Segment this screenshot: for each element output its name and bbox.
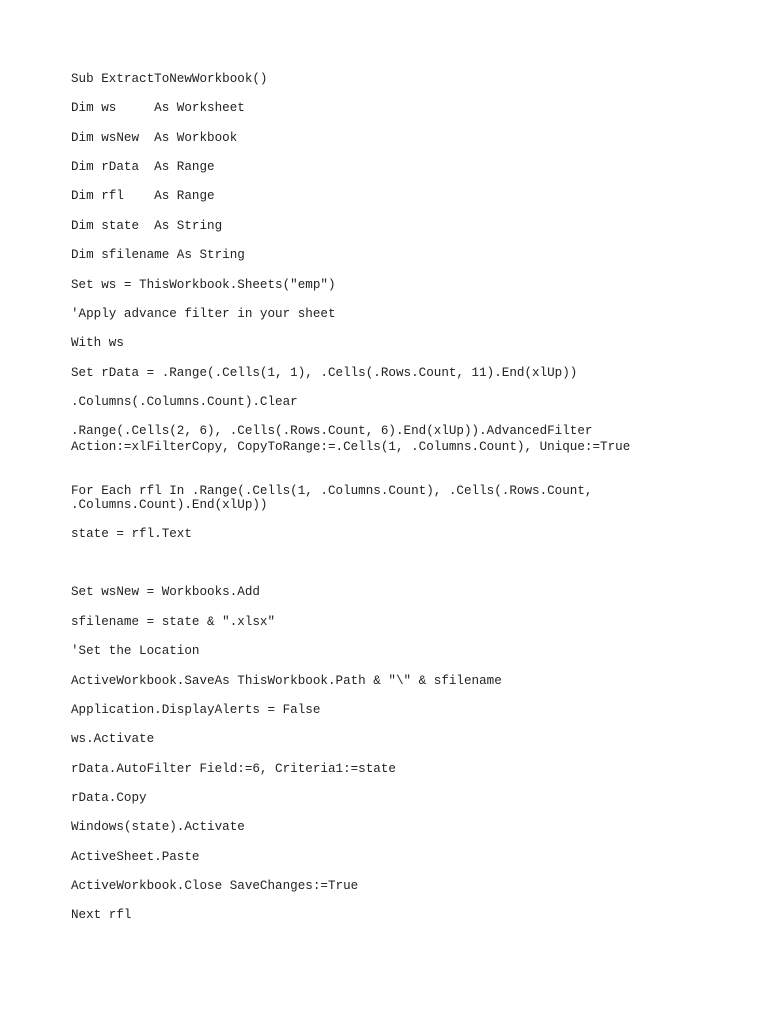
code-line: Next rfl <box>71 908 132 922</box>
code-line: Dim rData As Range <box>71 160 215 174</box>
code-line: Dim sfilename As String <box>71 248 245 262</box>
code-comment-line: 'Apply advance filter in your sheet <box>71 307 336 321</box>
code-line: Dim state As String <box>71 219 223 233</box>
code-line: For Each rfl In .Range(.Cells(1, .Columns.Count), .Cells(.Rows.Count, <box>71 484 593 498</box>
code-line: sfilename = state & ".xlsx" <box>71 615 276 629</box>
code-line: Dim rfl As Range <box>71 189 215 203</box>
code-line: Action:=xlFilterCopy, CopyToRange:=.Cells(1, .Columns.Count), Unique:=True <box>71 440 631 454</box>
code-line: Set ws = ThisWorkbook.Sheets("emp") <box>71 278 336 292</box>
code-comment-line: 'Set the Location <box>71 644 200 658</box>
code-line: ActiveWorkbook.Close SaveChanges:=True <box>71 879 359 893</box>
code-line: ActiveSheet.Paste <box>71 850 200 864</box>
code-line: state = rfl.Text <box>71 527 192 541</box>
code-line: Dim wsNew As Workbook <box>71 131 238 145</box>
code-line: .Columns(.Columns.Count).Clear <box>71 395 298 409</box>
code-line: ws.Activate <box>71 732 155 746</box>
code-line: .Range(.Cells(2, 6), .Cells(.Rows.Count, 6).End(xlUp)).AdvancedFilter <box>71 424 593 438</box>
code-line: Sub ExtractToNewWorkbook() <box>71 72 268 86</box>
code-line: .Columns.Count).End(xlUp)) <box>71 498 268 512</box>
code-line: Application.DisplayAlerts = False <box>71 703 321 717</box>
code-line: Set wsNew = Workbooks.Add <box>71 585 260 599</box>
code-line: With ws <box>71 336 124 350</box>
code-line: Set rData = .Range(.Cells(1, 1), .Cells(.Rows.Count, 11).End(xlUp)) <box>71 366 578 380</box>
code-line: rData.Copy <box>71 791 147 805</box>
code-line: rData.AutoFilter Field:=6, Criteria1:=state <box>71 762 396 776</box>
code-line: ActiveWorkbook.SaveAs ThisWorkbook.Path & "\" & sfilename <box>71 674 502 688</box>
code-line: Dim ws As Worksheet <box>71 101 245 115</box>
code-line: Windows(state).Activate <box>71 820 245 834</box>
